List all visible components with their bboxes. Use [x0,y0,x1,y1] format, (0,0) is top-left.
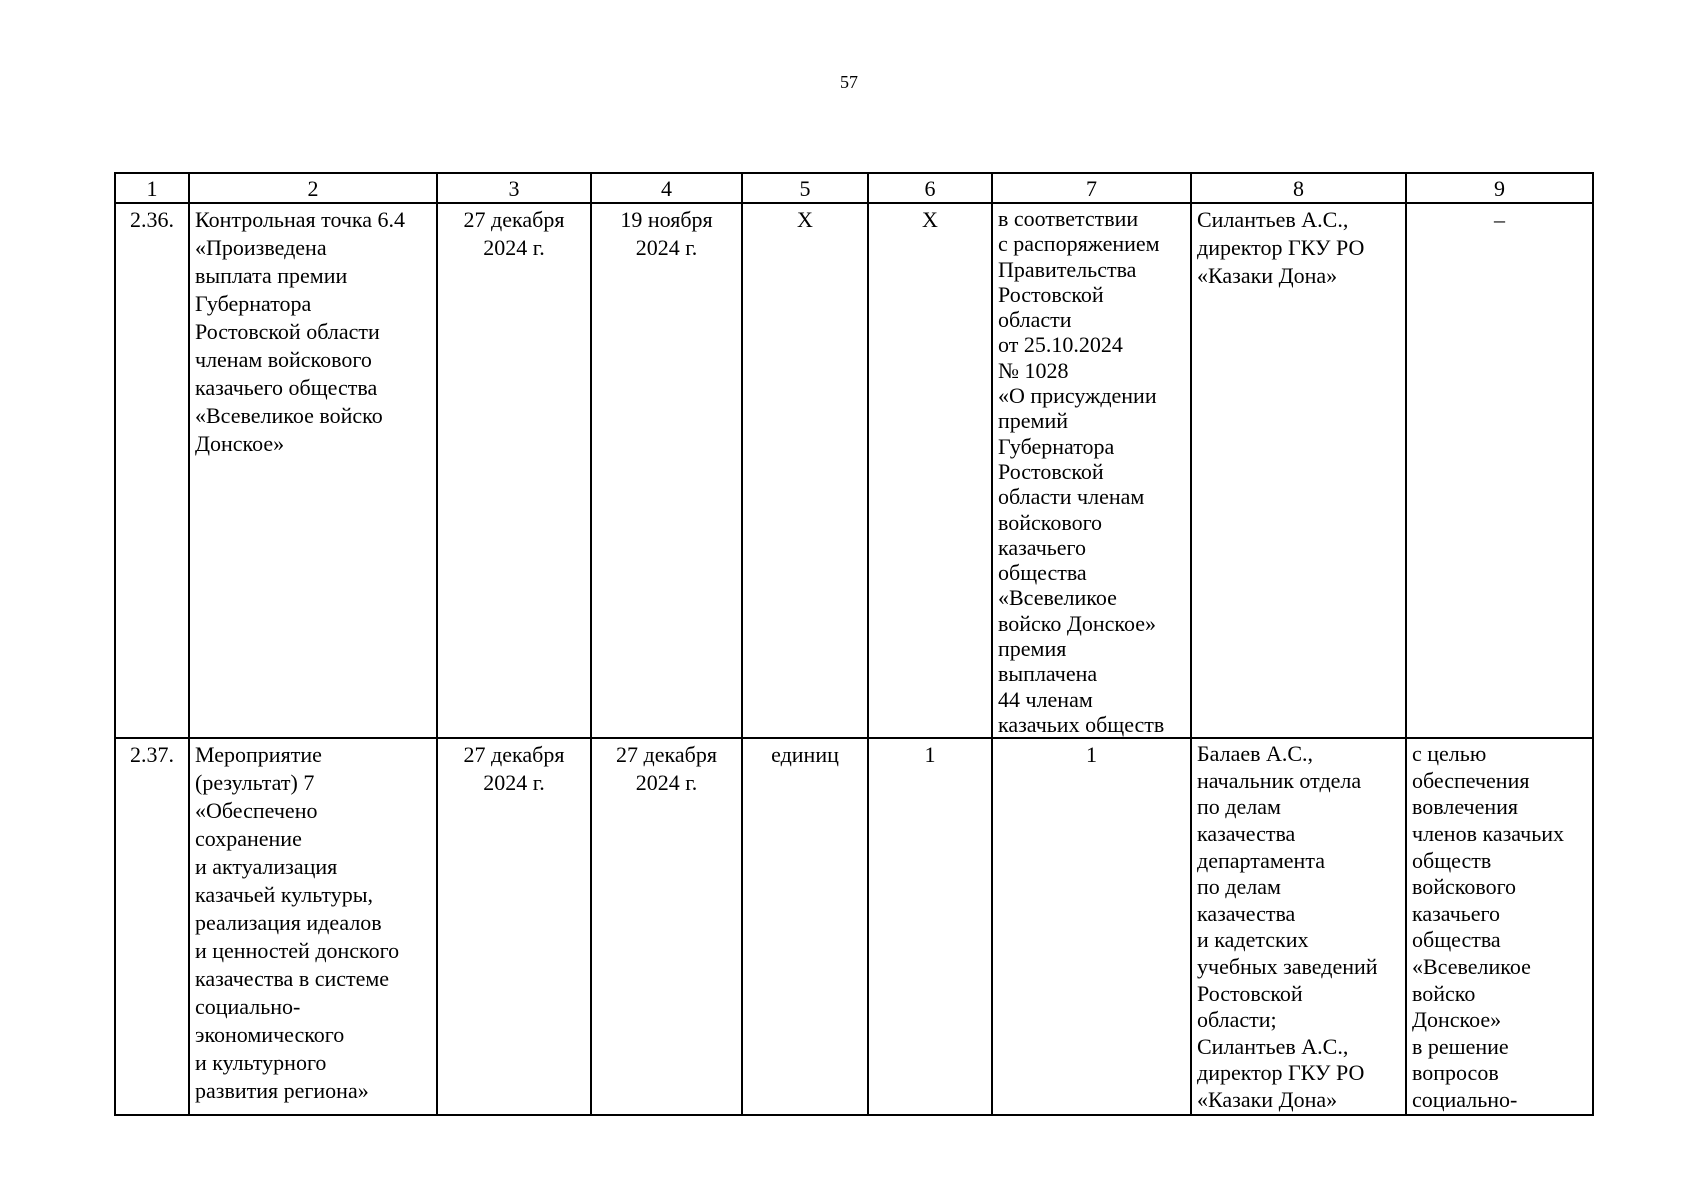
report-table [114,172,1594,1116]
row-responsible: Балаев А.С., начальник отдела по делам казачества департамента по делам казачества и кадетских учебных заведений Ростовской области; Силантьев А.С., директор ГКУ РО «Казаки Дона» [1191,738,1406,1114]
row-responsible: Силантьев А.С., директор ГКУ РО «Казаки Дона» [1191,203,1406,738]
row-note: – [1406,203,1593,738]
row-date-plan: 27 декабря 2024 г. [437,203,591,738]
column-header: 1 [115,173,189,203]
row-note: с целью обеспечения вовлечения членов казачьих обществ войскового казачьего общества «Всевеликое войско Донское» в решение вопросов социально- [1406,738,1593,1114]
row-value-plan: 1 [868,738,992,1114]
header-row [115,173,1593,203]
column-header: 5 [742,173,868,203]
column-header: 2 [189,173,437,203]
column-header: 7 [992,173,1191,203]
row-unit: X [742,203,868,738]
column-header: 6 [868,173,992,203]
row-value-plan: X [868,203,992,738]
table-row [115,738,1593,1114]
row-name: Мероприятие (результат) 7 «Обеспечено сохранение и актуализация казачьей культуры, реализация идеалов и ценностей донского казачества в системе социально- экономического и культурного развития региона» [189,738,437,1114]
row-number: 2.36. [115,203,189,738]
page-number: 57 [840,72,858,92]
table-row [115,203,1593,738]
column-header: 4 [591,173,742,203]
column-header: 9 [1406,173,1593,203]
column-header: 3 [437,173,591,203]
row-value-fact: 1 [992,738,1191,1114]
row-date-plan: 27 декабря 2024 г. [437,738,591,1114]
column-header: 8 [1191,173,1406,203]
row-unit: единиц [742,738,868,1114]
row-value-fact: в соответствии с распоряжением Правительства Ростовской области от 25.10.2024 № 1028 «О присуждении премий Губернатора Ростовской области членам войскового казачьего общества «Всевеликое войско Донское» премия выплачена 44 членам казачьих обществ [992,203,1191,738]
row-date-fact: 19 ноября 2024 г. [591,203,742,738]
row-number: 2.37. [115,738,189,1114]
row-date-fact: 27 декабря 2024 г. [591,738,742,1114]
row-name: Контрольная точка 6.4 «Произведена выплата премии Губернатора Ростовской области членам войскового казачьего общества «Всевеликое войско Донское» [189,203,437,738]
